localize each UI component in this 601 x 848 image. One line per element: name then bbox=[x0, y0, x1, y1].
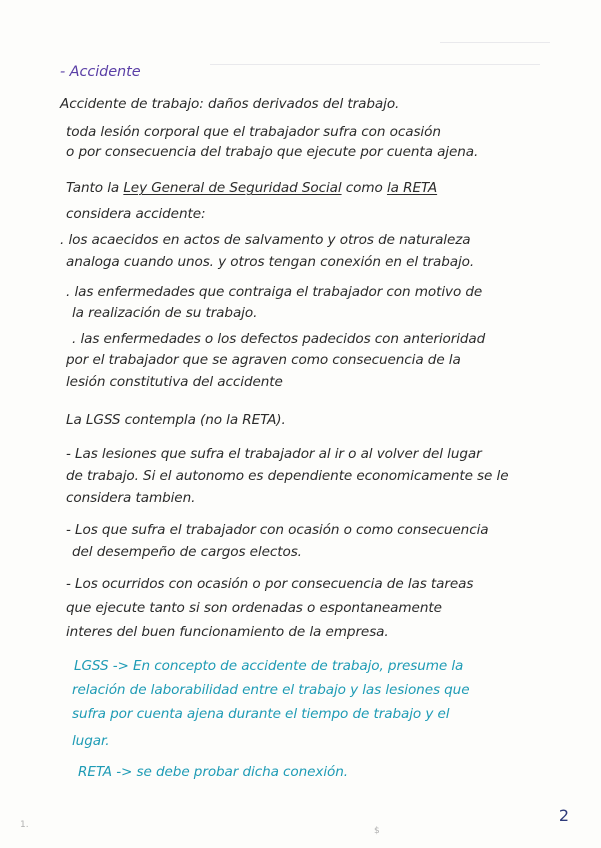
bleed-through-mark bbox=[210, 64, 540, 65]
lgss-line: que ejecute tanto si son ordenadas o espontaneamente bbox=[66, 600, 442, 616]
definition-line-1: Accidente de trabajo: daños derivados del trabajo. bbox=[60, 96, 400, 112]
lgss-note-line: LGSS -> En concepto de accidente de trabajo, presume la bbox=[74, 658, 464, 674]
bullet-line: analoga cuando unos. y otros tengan conexión en el trabajo. bbox=[66, 254, 475, 270]
definition-line-3: o por consecuencia del trabajo que ejecute por cuenta ajena. bbox=[66, 144, 479, 160]
intro-line-2: considera accidente: bbox=[66, 206, 206, 222]
lgss-note-line: sufra por cuenta ajena durante el tiempo de trabajo y el bbox=[72, 706, 450, 722]
lgss-line: - Los que sufra el trabajador con ocasión o como consecuencia bbox=[66, 522, 489, 538]
intro-line bbox=[66, 180, 437, 196]
page-mark-center: $ bbox=[374, 826, 380, 836]
bullet-line: . los acaecidos en actos de salvamento y otros de naturaleza bbox=[60, 232, 471, 248]
bleed-through-mark bbox=[440, 42, 550, 43]
page-number: 2 bbox=[558, 806, 569, 825]
bullet-line: lesión constitutiva del accidente bbox=[66, 374, 283, 390]
ley-general-link: Ley General de Seguridad Social bbox=[123, 180, 342, 196]
lgss-heading: La LGSS contempla (no la RETA). bbox=[66, 412, 286, 428]
intro-prefix: Tanto la bbox=[66, 180, 124, 196]
lgss-line: del desempeño de cargos electos. bbox=[72, 544, 302, 560]
bullet-line: . las enfermedades que contraiga el trabajador con motivo de bbox=[66, 284, 483, 300]
lgss-line: de trabajo. Si el autonomo es dependiente economicamente se le bbox=[66, 468, 509, 484]
reta-note-line: RETA -> se debe probar dicha conexión. bbox=[78, 764, 348, 780]
lgss-note-line: lugar. bbox=[72, 733, 110, 749]
section-heading: - Accidente bbox=[60, 64, 141, 80]
lgss-line: - Los ocurridos con ocasión o por consecuencia de las tareas bbox=[66, 576, 474, 592]
bullet-line: la realización de su trabajo. bbox=[72, 305, 258, 321]
lgss-line: interes del buen funcionamiento de la empresa. bbox=[66, 624, 389, 640]
intro-como: como bbox=[341, 180, 387, 196]
lgss-line: considera tambien. bbox=[66, 490, 196, 506]
page-mark-left: 1. bbox=[20, 820, 29, 830]
bullet-line: . las enfermedades o los defectos padecidos con anterioridad bbox=[72, 331, 486, 347]
bullet-line: por el trabajador que se agraven como consecuencia de la bbox=[66, 352, 461, 368]
lgss-line: - Las lesiones que sufra el trabajador al ir o al volver del lugar bbox=[66, 446, 482, 462]
definition-line-2: toda lesión corporal que el trabajador sufra con ocasión bbox=[66, 124, 441, 140]
lgss-note-line: relación de laborabilidad entre el trabajo y las lesiones que bbox=[72, 682, 470, 698]
reta-reference: la RETA bbox=[386, 180, 438, 196]
